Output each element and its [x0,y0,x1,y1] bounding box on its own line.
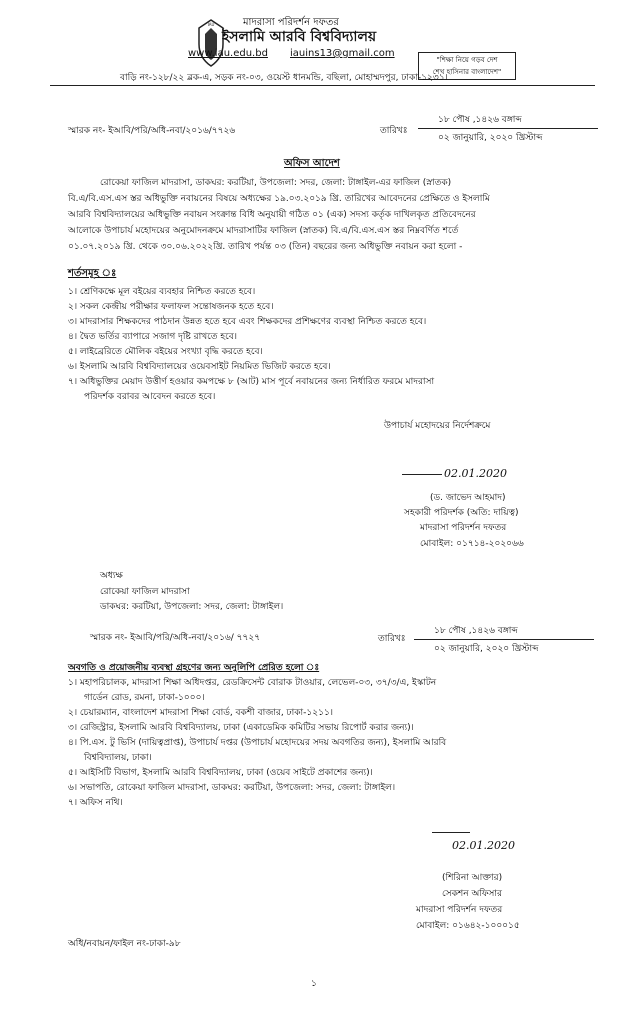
condition-item-7: ৭। অধিভুক্তির মেয়াদ উত্তীর্ণ হওয়ার কমপক্ষে ৮ (আট) মাস পূর্বে নবায়নের জন্য নির্ধারিত ফরমে মাদরাসা [68,377,435,387]
header-divider [50,85,595,86]
order-line-5: ০১.০৭.২০১৯ খ্রি. থেকে ৩০.০৬.২০২২খ্রি. তারিখ পর্যন্ত ০৩ (তিন) বছরের জন্য অধিভুক্তি নবায়ন করা হলো - [68,242,463,252]
signature-1-title: সহকারী পরিদর্শক (অতি: দায়িত্ব) [404,508,519,518]
signature-1-mobile: মোবাইল: ০১৭১৪-২০২০৬৬ [420,539,524,549]
condition-item-3: ৩। মাদরাসার শিক্ষকদের পাঠদান উন্নত হতে হবে এবং শিক্ষকদের প্রশিক্ষণের ব্যবস্থা নিশ্চিত করতে হবে। [68,317,427,327]
header-address: বাড়ি নং-১২৮/২২ ব্লক-এ, সড়ক নং-০৩, ওয়েস্ট ধানমন্ডি, বছিলা, মোহাম্মদপুর, ঢাকা-১২৩১। [120,73,448,83]
signature-1-name: (ড. জাভেদ আহমাদ) [430,493,506,503]
signature-2-name: (শিরিনা আক্তার) [442,873,503,883]
signature-2-date: 02.01.2020 [452,839,515,852]
page-number: ১ [311,979,317,989]
memo-1-reference: স্মারক নং- ইআবি/পরি/অধি-নবা/২০১৬/৭৭২৬ [68,126,236,136]
order-line-3: আরবি বিশ্ববিদ্যালয়ের অধিভুক্তি নবায়ন সংক্রান্ত বিধি অনুযায়ী গঠিত ০১ (এক) সদস্য কর্তৃক দাখিলকৃত প্রতিবেদনের [68,210,476,220]
header-office: মাদরাসা পরিদর্শন দফতর [243,17,339,28]
memo-1-date-label: তারিখঃ [380,126,408,136]
order-line-4: আলোকে উপাচার্য মহোদয়ের অনুমোদনক্রমে মাদরাসাটির ফাজিল (স্নাতক) বি.এ/বি.এস.এস স্তর নিম্নবর্ণিত শর্তে [68,226,459,236]
order-line-1: রোকেয়া ফাজিল মাদরাসা, ডাকঘর: করটিয়া, উপজেলা: সদর, জেলা: টাঙ্গাইল-এর ফাজিল (স্নাতক) [100,178,452,188]
copy-line-3: ৩। রেজিস্ট্রার, ইসলামি আরবি বিশ্ববিদ্যালয়, ঢাকা (একাডেমিক কমিটির সভায় রিপোর্ট করার জন্য)। [68,723,414,733]
conditions-title: শর্তসমূহ ঃ [68,268,117,279]
signature-1-office: মাদরাসা পরিদর্শন দফতর [420,523,507,533]
order-line-2: বি.এ/বি.এস.এস স্তর অধিভুক্তি নবায়নের বিষয়ে অধ্যক্ষের ১৯.০৩.২০১৯ খ্রি. তারিখের আবেদনের প্রেক্ষিতে ও ইসলামি [68,194,490,204]
memo-2-date-bangla: ১৮ পৌষ ,১৪২৬ বঙ্গাব্দ [434,626,518,636]
condition-item-7-cont: পরিদর্শক বরাবর আবেদন করতে হবে। [84,392,216,402]
header-email-link[interactable]: iauins13@gmail.com [290,48,395,59]
condition-item-2: ২। সকল কেন্দ্রীয় পরীক্ষার ফলাফল সন্তোষজনক হতে হবে। [68,302,274,312]
memo-2-date-block [414,623,594,656]
recipient-institution: রোকেয়া ফাজিল মাদরাসা [100,587,190,597]
condition-item-6: ৬। ইসলামি আরবি বিশ্ববিদ্যালয়ের ওয়েবসাইট নিয়মিত ভিজিট করতে হবে। [68,362,331,372]
copy-line-7: ৭। অফিস নথি। [68,798,123,808]
office-order-title: অফিস আদেশ [284,158,340,169]
slogan-line-2: শেখ হাসিনার বাংলাদেশ" [432,68,502,76]
copy-line-6: ৬। সভাপতি, রোকেয়া ফাজিল মাদরাসা, ডাকঘর: করটিয়া, উপজেলা: সদর, জেলা: টাঙ্গাইল। [68,783,396,793]
svg-text:IAU: IAU [207,22,215,27]
memo-2-reference: স্মারক নং- ইআবি/পরি/অধি-নবা/২০১৬/ ৭৭২৭ [90,633,261,643]
file-reference: অধি/নবায়ন/ফাইল নং-ঢাকা-৯৮ [68,939,181,949]
copy-line-4-cont: বিশ্ববিদ্যালয়, ঢাকা। [84,753,152,763]
condition-item-5: ৫। লাইব্রেরিতে মৌলিক বইয়ের সংখ্যা বৃদ্ধি করতে হবে। [68,347,263,357]
memo-1-date-bangla: ১৮ পৌষ ,১৪২৬ বঙ্গাব্দ [438,115,522,125]
vc-instruction: উপাচার্য মহোদয়ের নির্দেশক্রমে [384,421,491,431]
memo-2-date-english: ০২ জানুয়ারি, ২০২০ খ্রিস্টাব্দ [434,644,539,654]
condition-item-1: ১। শ্রেণিকক্ষে মূল বইয়ের ব্যবহার নিশ্চিত করতে হবে। [68,287,256,297]
signature-2-office: মাদরাসা পরিদর্শন দফতর [416,905,503,915]
slogan-line-1: "শিক্ষা নিয়ে গড়ব দেশ [436,56,498,64]
recipient-address: ডাকঘর: করটিয়া, উপজেলা: সদর, জেলা: টাঙ্গাইল। [100,602,284,612]
copies-title: অবগতি ও প্রয়োজনীয় ব্যবস্থা গ্রহণের জন্য অনুলিপি প্রেরিত হলো ঃ [68,663,320,673]
condition-item-4: ৪। দ্বৈত ভর্তির ব্যাপারে সজাগ দৃষ্টি রাখতে হবে। [68,332,237,342]
memo-1-date-block [418,112,598,145]
signature-1-scribble [402,460,442,475]
copy-line-1-cont: গার্ডেন রোড, রমনা, ঢাকা-১০০০। [84,693,205,703]
copy-line-5: ৫। আইসিটি বিভাগ, ইসলামি আরবি বিশ্ববিদ্যালয়, ঢাকা (ওয়েব সাইটে প্রকাশের জন্য)। [68,768,373,778]
memo-2-date-label: তারিখঃ [378,634,406,644]
header-university: ইসলামি আরবি বিশ্ববিদ্যালয় [222,29,377,45]
copy-line-2: ২। চেয়ারম্যান, বাংলাদেশ মাদরাসা শিক্ষা বোর্ড, বকশী বাজার, ঢাকা-১২১১। [68,708,334,718]
signature-1-date: 02.01.2020 [444,467,507,480]
signature-2-mobile: মোবাইল: ০১৬৪২-১০০০১৫ [416,921,520,931]
recipient-title: অধ্যক্ষ [100,571,123,581]
header-website-link[interactable]: www.iau.edu.bd [188,48,268,59]
signature-2-scribble [432,818,470,833]
memo-1-date-english: ০২ জানুয়ারি, ২০২০ খ্রিস্টাব্দ [438,133,543,143]
copy-line-1: ১। মহাপরিচালক, মাদরাসা শিক্ষা অধিদপ্তর, রেডক্রিসেন্ট বোরাক টাওয়ার, লেভেল-০৩, ৩৭/৩/এ, ইস্কাটন [68,678,437,688]
copy-line-4: ৪। পি.এস. টু ভিসি (দায়িত্বপ্রাপ্ত), উপাচার্য দপ্তর (উপাচার্য মহোদয়ের সদয় অবগতির জন্য), ইসলামি আরবি [68,738,447,748]
signature-2-title: সেকশন অফিসার [442,889,502,899]
